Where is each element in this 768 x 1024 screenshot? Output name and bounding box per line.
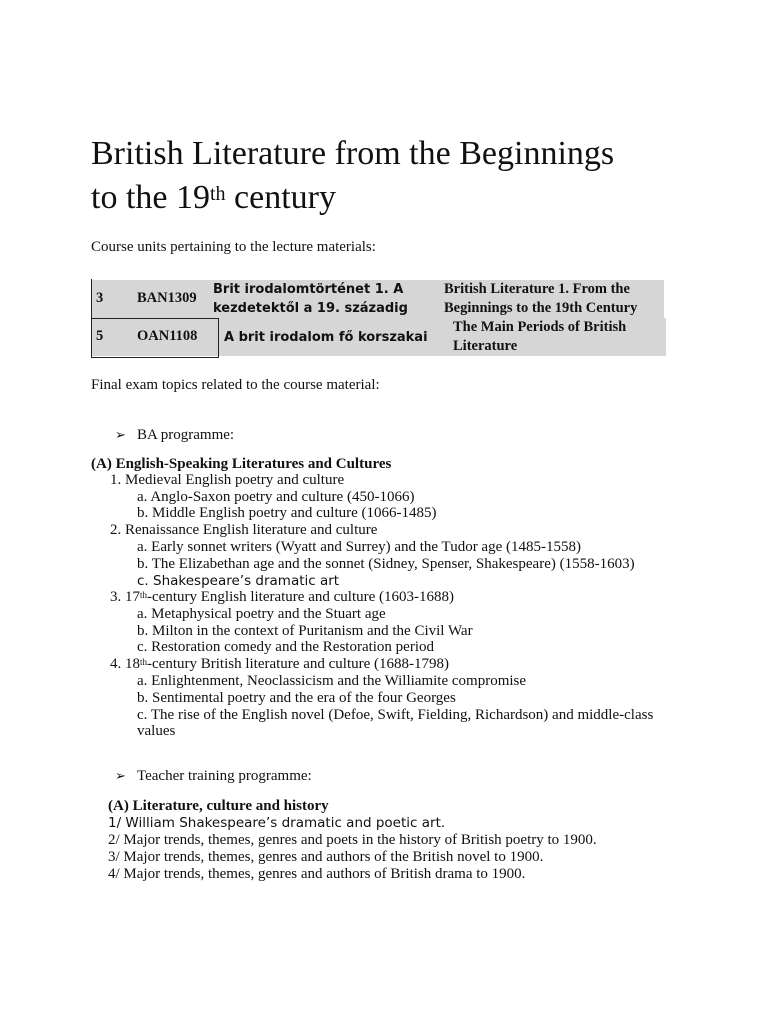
- list-item: 2. Renaissance English literature and culture: [110, 522, 378, 538]
- list-item: a. Anglo-Saxon poetry and culture (450-1066): [137, 489, 415, 505]
- table-border: [91, 318, 219, 319]
- list-item: 4. 18th-century British literature and culture (1688-1798): [110, 656, 450, 672]
- teacher-training-label: Teacher training programme:: [137, 768, 312, 784]
- table-cell-code: BAN1309: [132, 280, 208, 318]
- list-item: c. The rise of the English novel (Defoe, Swift, Fielding, Richardson) and middle-class: [137, 707, 654, 723]
- ba-programme-label: BA programme:: [137, 427, 235, 443]
- tt-section-heading: (A) Literature, culture and history: [108, 798, 329, 814]
- course-units-intro: Course units pertaining to the lecture materials:: [91, 239, 376, 255]
- arrow-bullet-icon: ➢: [115, 427, 126, 442]
- table-cell-hu-title: Brit irodalomtörténet 1. A kezdetektől a 19. századig: [208, 280, 440, 318]
- document-title: [91, 132, 614, 220]
- list-item: 4/ Major trends, themes, genres and authors of British drama to 1900.: [108, 866, 526, 882]
- table-cell-num: 5: [92, 318, 132, 356]
- list-item: 2/ Major trends, themes, genres and poets in the history of British poetry to 1900.: [108, 832, 597, 848]
- table-border: [91, 357, 219, 358]
- list-item: b. Sentimental poetry and the era of the four Georges: [137, 690, 456, 706]
- list-item: b. The Elizabethan age and the sonnet (Sidney, Spenser, Shakespeare) (1558-1603): [137, 556, 635, 572]
- table-cell-en-title: British Literature 1. From the Beginnings to the 19th Century: [440, 280, 664, 318]
- table-cell-num: 3: [92, 280, 132, 318]
- table-cell-en-title: The Main Periods of British Literature: [448, 318, 666, 356]
- list-item: a. Early sonnet writers (Wyatt and Surrey) and the Tudor age (1485-1558): [137, 539, 581, 555]
- list-item: 3/ Major trends, themes, genres and authors of the British novel to 1900.: [108, 849, 544, 865]
- ba-section-heading: (A) English-Speaking Literatures and Cultures: [91, 456, 392, 472]
- list-item: b. Milton in the context of Puritanism and the Civil War: [137, 623, 473, 639]
- list-item: c. Restoration comedy and the Restoration period: [137, 639, 435, 655]
- list-item: c. Shakespeare’s dramatic art: [137, 573, 340, 589]
- list-item: 1/ William Shakespeare’s dramatic and poetic art.: [108, 815, 446, 831]
- list-item: 3. 17th-century English literature and culture (1603-1688): [110, 589, 454, 605]
- exam-topics-intro: Final exam topics related to the course material:: [91, 377, 380, 393]
- list-item: values: [137, 723, 176, 739]
- title-line-2-pre: to the 19: [91, 179, 210, 216]
- table-border: [218, 318, 219, 358]
- list-item: b. Middle English poetry and culture (1066-1485): [137, 505, 437, 521]
- arrow-bullet-icon: ➢: [115, 768, 126, 783]
- title-line-1: British Literature from the Beginnings: [91, 135, 615, 172]
- list-item: a. Metaphysical poetry and the Stuart age: [137, 606, 386, 622]
- list-item: a. Enlightenment, Neoclassicism and the Williamite compromise: [137, 673, 527, 689]
- table-cell-code: OAN1108: [132, 318, 218, 356]
- list-item: 1. Medieval English poetry and culture: [110, 472, 345, 488]
- title-superscript: th: [209, 183, 226, 205]
- table-cell-hu-title: A brit irodalom fő korszakai: [218, 318, 448, 356]
- title-line-2-post: century: [225, 179, 336, 216]
